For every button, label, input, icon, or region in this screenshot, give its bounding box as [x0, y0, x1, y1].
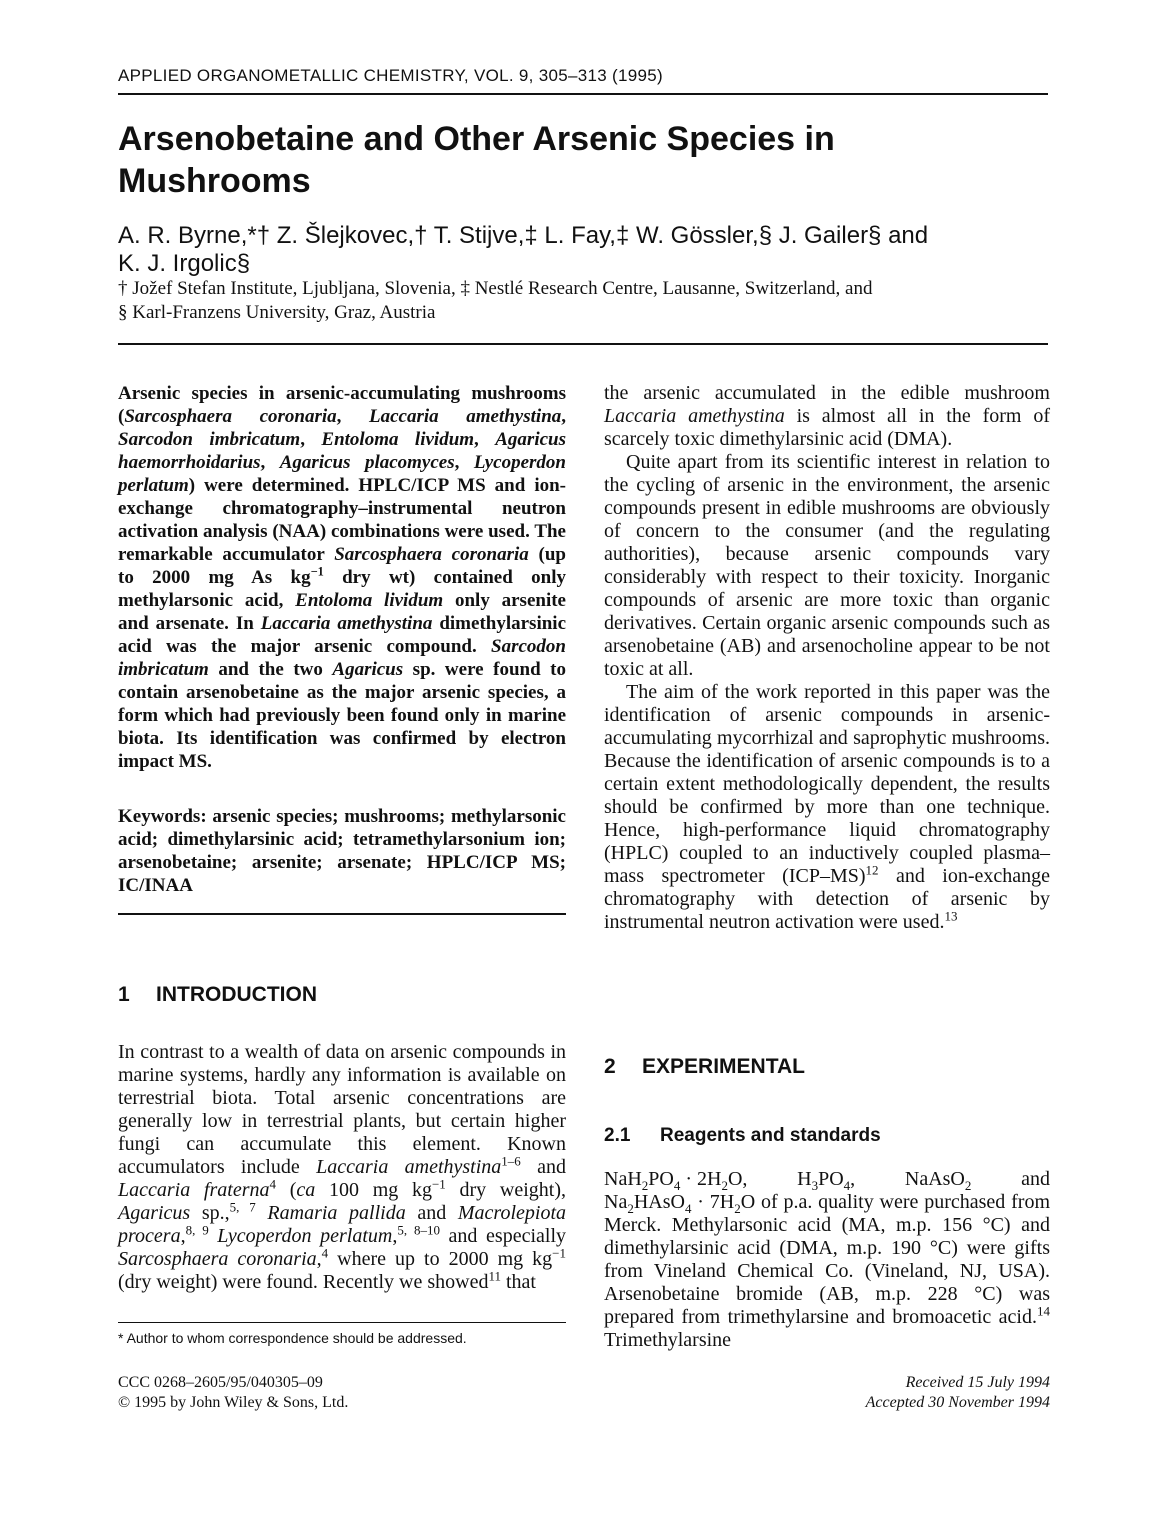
abstract-text: ,: [300, 429, 322, 450]
body-text: sp.,: [190, 1202, 230, 1224]
copyright-block: [118, 1373, 348, 1413]
abstract-text: (up to 2000 mg As kg: [118, 544, 566, 588]
species-name: Laccaria amethystina: [316, 1156, 502, 1178]
formula-subscript: 2: [627, 1201, 634, 1216]
formula-nah2po4: $NaH_2PO_4 \cdot 2H_2O$,: [604, 1168, 748, 1193]
conjunction: and: [1021, 1168, 1050, 1190]
body-text: (dry weight) were found. Recently we showed: [118, 1271, 489, 1293]
received-date: Received 15 July 1994: [905, 1374, 1050, 1391]
keywords-rule: [118, 913, 566, 915]
reference-marker: 8, 9: [185, 1222, 209, 1238]
right-column-text: [604, 382, 1050, 934]
reference-marker: 11: [488, 1268, 501, 1284]
body-text: Trimethylarsine: [604, 1329, 732, 1351]
body-text: ,: [392, 1225, 398, 1247]
title-line-2: Mushrooms: [118, 162, 311, 200]
species-name: Laccaria amethystina: [260, 613, 433, 634]
section-title: EXPERIMENTAL: [642, 1055, 805, 1078]
reference-marker: 4: [321, 1245, 329, 1261]
species-name: Sarcosphaera coronaria: [124, 406, 337, 427]
body-text: dry weight),: [445, 1179, 566, 1201]
formula-naaso2: NaAsO$_2$: [904, 1168, 972, 1193]
paragraph: Quite apart from its scientific interest in relation to the cycling of arsenic in the environment, the arsenic compounds present in edible mushrooms are obviously of concern to the consumer (and the regulating authorities), because arsenic compounds vary considerably with respect to their toxicity. Inorganic compounds of arsenic are more toxic than organic derivatives. Certain organic arsenic compounds such as arsenobetaine (AB) and arsenocholine appear to be not toxic at all.: [604, 451, 1050, 680]
section-number: 2: [604, 1055, 616, 1078]
header-rule: [118, 93, 1048, 95]
species-name: Agaricus: [118, 1202, 191, 1224]
body-text: O of p.a. quality were purchased from Merck. Methylarsonic acid (MA, m.p. 156 °C) and dimethylarsinic acid (DMA, m.p. 190 °C) were gifts from Vineland Chemical Co. (Vineland, NJ, USA). Arsenobetaine bromide (AB, m.p. 228 °C) was prepared from trimethylarsine and bromoacetic acid.: [604, 1191, 1050, 1328]
authors-line-1: A. R. Byrne,*† Z. Šlejkovec,† T. Stijve,‡ L. Fay,‡ W. Gössler,§ J. Gailer§ and: [118, 222, 929, 249]
abstract-text: dry wt) contained only methylarsonic acid,: [118, 567, 566, 611]
species-name: Agaricus haemorrhoidarius: [118, 429, 566, 473]
abstract-text: sp. were found to contain arsenobetaine as the major arsenic species, a form which had previously been found only in marine biota. Its identification was confirmed by electron impact MS.: [118, 659, 566, 772]
species-name: Agaricus placomyces: [279, 452, 455, 473]
formula-h3po4: $H_3PO_4$,: [797, 1168, 856, 1193]
body-text: 100 mg kg: [315, 1179, 432, 1201]
subsection-heading-reagents: [604, 1125, 1050, 1147]
affiliation-line-1: † Jožef Stefan Institute, Ljubljana, Slovenia, ‡ Nestlé Research Centre, Lausanne, Switzerland, and: [118, 278, 873, 299]
abstract-text: ,: [336, 406, 370, 427]
species-name: Sarcodon imbricatum: [118, 429, 301, 450]
italic-text: ca: [296, 1179, 316, 1201]
body-text: the arsenic accumulated in the edible mushroom: [604, 382, 1050, 404]
reagents-paragraph: [604, 1168, 1050, 1352]
formula-part: HAsO: [633, 1191, 685, 1213]
abstract-text: dimethylarsinic acid was the major arsenic compound.: [118, 613, 567, 657]
abstract-text: ,: [454, 452, 474, 473]
body-text: and: [405, 1202, 458, 1224]
reference-marker: 5, 7: [229, 1199, 256, 1215]
section-heading-introduction: [118, 983, 566, 1007]
species-name: Sarcosphaera coronaria: [334, 544, 529, 565]
keywords: Keywords: arsenic species; mushrooms; methylarsonic acid; dimethylarsinic acid; tetramethylarsonium ion; arsenobetaine; arsenite; arsenate; HPLC/ICP MS; IC/INAA: [118, 806, 566, 896]
species-name: Sarcosphaera coronaria: [118, 1248, 317, 1270]
abstract-text: ) were determined. HPLC/ICP MS and ion-exchange chromatography–instrumental neutron activation analysis (NAA) combinations were used. The remarkable accumulator: [118, 475, 566, 565]
section-number: 1: [118, 983, 130, 1006]
superscript: −1: [552, 1245, 566, 1261]
body-text: In contrast to a wealth of data on arsenic compounds in marine systems, hardly any information is available on terrestrial biota. Total arsenic concentrations are generally low in terrestrial plants, but certain higher fungi can accumulate this element. Known accumulators include: [118, 1041, 566, 1178]
title-block-rule: [118, 343, 1048, 345]
paper-title: [118, 118, 1048, 202]
species-name: Macrolepiota procera: [118, 1202, 567, 1247]
copyright-line: © 1995 by John Wiley & Sons, Ltd.: [118, 1394, 349, 1411]
species-name: Laccaria amethystina: [369, 406, 562, 427]
species-name: Entoloma lividum: [295, 590, 444, 611]
body-text: and: [520, 1156, 566, 1178]
abstract-text: ,: [474, 429, 496, 450]
introduction-paragraph: [118, 1041, 566, 1294]
body-text: and ion-exchange chromatography with detection of arsenic by instrumental neutron activation were used.: [604, 865, 1050, 933]
chemical-formula-line: [604, 1168, 1050, 1191]
species-name: Lycoperdon perlatum: [118, 452, 566, 496]
reference-marker: 4: [269, 1176, 276, 1192]
species-name: Laccaria fraterna: [118, 1179, 270, 1201]
abstract-text: and the two: [208, 659, 333, 680]
body-text: ,: [180, 1225, 186, 1247]
body-text: [209, 1225, 218, 1247]
correspondence-footnote: * Author to whom correspondence should be addressed.: [118, 1330, 467, 1346]
title-line-1: Arsenobetaine and Other Arsenic Species in: [118, 120, 835, 158]
reagents-text: [604, 1191, 1050, 1352]
section-title: INTRODUCTION: [156, 983, 317, 1006]
authors-line-2: K. J. Irgolic§: [118, 250, 251, 277]
reference-marker: 14: [1037, 1303, 1050, 1319]
affiliation-line-2: § Karl-Franzens University, Graz, Austria: [118, 302, 436, 323]
body-text: is almost all in the form of scarcely toxic dimethylarsinic acid (DMA).: [604, 405, 1050, 450]
journal-header: APPLIED ORGANOMETALLIC CHEMISTRY, VOL. 9, 305–313 (1995): [118, 66, 663, 85]
accepted-date: Accepted 30 November 1994: [865, 1394, 1050, 1411]
abstract: [118, 382, 566, 773]
abstract-text: only arsenite and arsenate. In: [118, 590, 566, 634]
body-text: The aim of the work reported in this paper was the identification of arsenic compounds in arsenic-accumulating mycorrhizal and saprophytic mushrooms. Because the identification of arsenic compounds is to a certain extent methodologically dependent, the results should be confirmed by more than one technique. Hence, high-performance liquid chromatography (HPLC) coupled to an inductively coupled plasma–mass spectrometer (ICP–MS): [604, 681, 1050, 887]
body-text: ,: [316, 1248, 322, 1270]
subsection-title: Reagents and standards: [660, 1125, 881, 1146]
superscript: −1: [310, 564, 324, 579]
body-text: (: [276, 1179, 297, 1201]
affiliations: [118, 277, 1048, 325]
formula-subscript: 2: [734, 1201, 741, 1216]
body-text: [256, 1202, 268, 1224]
section-heading-experimental: [604, 1055, 1050, 1079]
reference-marker: 1–6: [501, 1153, 521, 1169]
abstract-text: ,: [260, 452, 280, 473]
species-name: Lycoperdon perlatum: [217, 1225, 393, 1247]
formula-part: · 7H: [691, 1191, 735, 1213]
abstract-text: ,: [561, 406, 567, 427]
species-name: Laccaria amethystina: [604, 405, 785, 427]
reference-marker: 12: [865, 862, 879, 878]
subsection-number: 2.1: [604, 1125, 631, 1146]
species-name: Agaricus: [332, 659, 404, 680]
paragraph: [604, 382, 1050, 451]
formula-subscript: 4: [684, 1201, 692, 1216]
species-name: Sarcodon imbricatum: [118, 636, 566, 680]
ccc-code: CCC 0268–2605/95/040305–09: [118, 1374, 323, 1391]
superscript: −1: [431, 1176, 446, 1192]
paragraph: [604, 681, 1050, 934]
species-name: Ramaria pallida: [267, 1202, 406, 1224]
author-list: [118, 222, 1048, 278]
received-dates: [780, 1373, 1050, 1413]
reference-marker: 5, 8–10: [397, 1222, 440, 1238]
body-text: and especially: [439, 1225, 566, 1247]
species-name: Entoloma lividum: [321, 429, 475, 450]
body-text: that: [500, 1271, 536, 1293]
abstract-text: Arsenic species in arsenic-accumulating mushrooms (: [118, 383, 566, 427]
formula-part: Na: [604, 1191, 628, 1213]
footnote-rule: [118, 1322, 566, 1323]
body-text: where up to 2000 mg kg: [328, 1248, 553, 1270]
reference-marker: 13: [944, 908, 958, 924]
